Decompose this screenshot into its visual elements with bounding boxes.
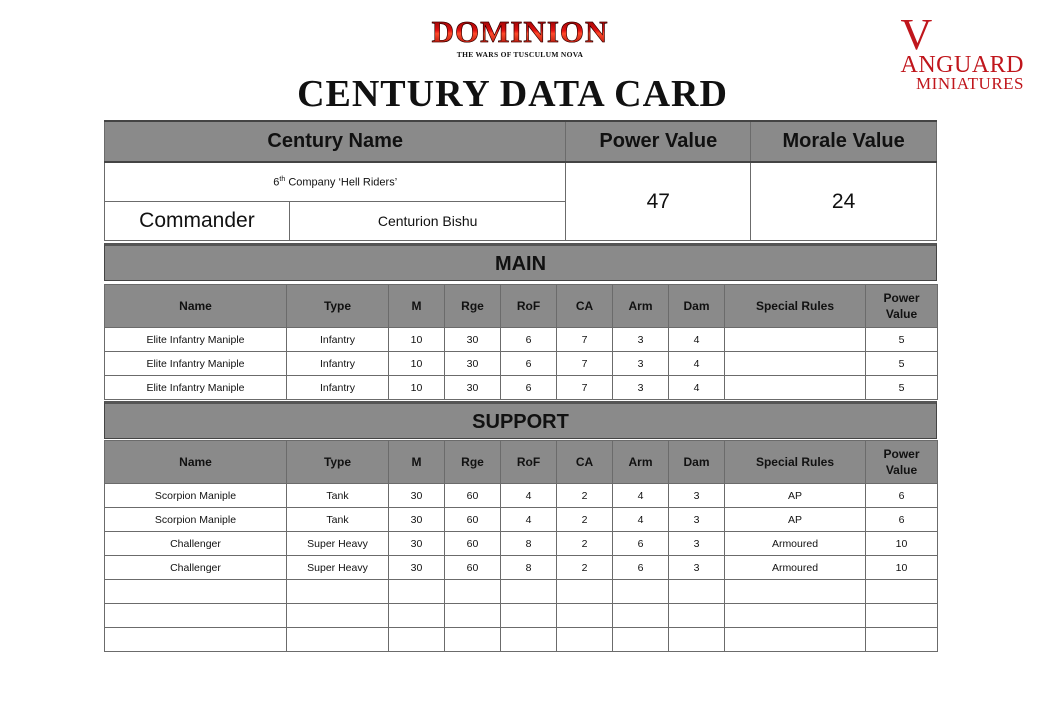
- cell-special-rules: AP: [725, 508, 866, 532]
- column-header-name: Name: [105, 441, 287, 484]
- table-row: [105, 352, 938, 376]
- cell-name: [105, 580, 287, 604]
- main-section-title: MAIN: [104, 243, 937, 281]
- table-row: [105, 484, 938, 508]
- cell-rge: 30: [445, 352, 501, 376]
- column-header-special-rules: Special Rules: [725, 441, 866, 484]
- cell-rge: 60: [445, 484, 501, 508]
- table-row: [105, 628, 938, 652]
- support-section-title: SUPPORT: [104, 401, 937, 439]
- column-header-ca: CA: [557, 285, 613, 328]
- power-value: 47: [566, 162, 751, 241]
- main-units-table: [104, 284, 938, 400]
- cell-arm: 4: [613, 508, 669, 532]
- column-header-rge: Rge: [445, 285, 501, 328]
- cell-name: [105, 628, 287, 652]
- cell-special-rules: [725, 604, 866, 628]
- cell-rof: 6: [501, 328, 557, 352]
- cell-type: Tank: [287, 508, 389, 532]
- column-header-rge: Rge: [445, 441, 501, 484]
- cell-ca: 7: [557, 352, 613, 376]
- column-header-row: [105, 441, 938, 484]
- cell-rge: 60: [445, 532, 501, 556]
- cell-arm: [613, 604, 669, 628]
- column-header-ca: CA: [557, 441, 613, 484]
- column-header-m: M: [389, 285, 445, 328]
- cell-rof: 6: [501, 376, 557, 400]
- cell-type: [287, 628, 389, 652]
- column-header-row: [105, 285, 938, 328]
- cell-arm: [613, 580, 669, 604]
- cell-m: 30: [389, 532, 445, 556]
- morale-value-header: Morale Value: [751, 121, 937, 162]
- cell-type: Super Heavy: [287, 556, 389, 580]
- table-row: [105, 532, 938, 556]
- cell-special-rules: [725, 352, 866, 376]
- cell-dam: 4: [669, 376, 725, 400]
- column-header-name: Name: [105, 285, 287, 328]
- cell-type: Tank: [287, 484, 389, 508]
- cell-ca: 2: [557, 484, 613, 508]
- cell-rof: 4: [501, 484, 557, 508]
- cell-rge: 30: [445, 376, 501, 400]
- cell-ca: 7: [557, 376, 613, 400]
- cell-m: [389, 628, 445, 652]
- vanguard-logo-line1: ANGUARD: [900, 52, 1024, 78]
- vanguard-logo-v: V: [900, 10, 933, 59]
- cell-m: [389, 604, 445, 628]
- cell-special-rules: [725, 328, 866, 352]
- table-row: [105, 328, 938, 352]
- cell-power-value: [866, 580, 938, 604]
- support-units-table: [104, 440, 938, 652]
- cell-ca: [557, 580, 613, 604]
- cell-power-value: 5: [866, 352, 938, 376]
- cell-ca: 2: [557, 508, 613, 532]
- column-header-rof: RoF: [501, 285, 557, 328]
- cell-m: 10: [389, 376, 445, 400]
- cell-type: Super Heavy: [287, 532, 389, 556]
- cell-type: Infantry: [287, 376, 389, 400]
- cell-special-rules: Armoured: [725, 532, 866, 556]
- column-header-power-value: Power Value: [866, 285, 938, 328]
- cell-name: Elite Infantry Maniple: [105, 328, 287, 352]
- cell-rge: [445, 580, 501, 604]
- cell-m: [389, 580, 445, 604]
- column-header-type: Type: [287, 285, 389, 328]
- cell-power-value: [866, 604, 938, 628]
- cell-ca: [557, 628, 613, 652]
- cell-m: 10: [389, 328, 445, 352]
- cell-arm: 3: [613, 352, 669, 376]
- column-header-power-value: Power Value: [866, 441, 938, 484]
- cell-rge: 30: [445, 328, 501, 352]
- cell-dam: 4: [669, 352, 725, 376]
- commander-value: Centurion Bishu: [289, 202, 566, 241]
- column-header-dam: Dam: [669, 441, 725, 484]
- cell-rof: 4: [501, 508, 557, 532]
- cell-rge: 60: [445, 556, 501, 580]
- cell-type: [287, 604, 389, 628]
- cell-ca: [557, 604, 613, 628]
- cell-special-rules: [725, 628, 866, 652]
- cell-special-rules: [725, 376, 866, 400]
- cell-type: Infantry: [287, 328, 389, 352]
- commander-label: Commander: [105, 202, 290, 241]
- cell-power-value: [866, 628, 938, 652]
- cell-power-value: 6: [866, 508, 938, 532]
- cell-special-rules: AP: [725, 484, 866, 508]
- cell-dam: 3: [669, 508, 725, 532]
- cell-power-value: 5: [866, 376, 938, 400]
- century-header-table: [104, 120, 937, 241]
- morale-value: 24: [751, 162, 937, 241]
- cell-dam: 3: [669, 484, 725, 508]
- cell-dam: 4: [669, 328, 725, 352]
- column-header-m: M: [389, 441, 445, 484]
- cell-arm: 4: [613, 484, 669, 508]
- cell-rof: [501, 628, 557, 652]
- cell-arm: 3: [613, 376, 669, 400]
- page-title: CENTURY DATA CARD: [297, 73, 728, 115]
- column-header-arm: Arm: [613, 285, 669, 328]
- dominion-logo-subtitle: THE WARS OF TUSCULUM NOVA: [456, 50, 584, 59]
- power-value-header: Power Value: [566, 121, 751, 162]
- cell-power-value: 5: [866, 328, 938, 352]
- cell-rge: [445, 604, 501, 628]
- cell-m: 30: [389, 508, 445, 532]
- cell-ca: 2: [557, 556, 613, 580]
- vanguard-logo-line2: MINIATURES: [916, 74, 1024, 93]
- century-name-number: 6: [273, 176, 280, 189]
- cell-name: Scorpion Maniple: [105, 484, 287, 508]
- cell-name: Challenger: [105, 532, 287, 556]
- cell-name: Scorpion Maniple: [105, 508, 287, 532]
- cell-ca: 2: [557, 532, 613, 556]
- cell-m: 10: [389, 352, 445, 376]
- cell-m: 30: [389, 484, 445, 508]
- table-row: [105, 508, 938, 532]
- table-row: [105, 580, 938, 604]
- century-name-header: Century Name: [105, 121, 566, 162]
- table-row: [105, 376, 938, 400]
- cell-name: Challenger: [105, 556, 287, 580]
- cell-rge: [445, 628, 501, 652]
- cell-dam: 3: [669, 556, 725, 580]
- cell-special-rules: [725, 580, 866, 604]
- column-header-type: Type: [287, 441, 389, 484]
- dominion-logo: [420, 16, 620, 59]
- cell-arm: 6: [613, 532, 669, 556]
- cell-dam: [669, 628, 725, 652]
- century-name-ordinal: th: [279, 175, 286, 183]
- cell-ca: 7: [557, 328, 613, 352]
- cell-special-rules: Armoured: [725, 556, 866, 580]
- column-header-rof: RoF: [501, 441, 557, 484]
- dominion-logo-text: DOMINION: [420, 16, 620, 48]
- column-header-arm: Arm: [613, 441, 669, 484]
- cell-dam: 3: [669, 532, 725, 556]
- century-name-text: Company ‘Hell Riders’: [285, 176, 398, 189]
- cell-rof: 6: [501, 352, 557, 376]
- cell-rof: [501, 604, 557, 628]
- cell-rof: 8: [501, 556, 557, 580]
- cell-arm: 3: [613, 328, 669, 352]
- cell-rof: [501, 580, 557, 604]
- cell-name: Elite Infantry Maniple: [105, 352, 287, 376]
- cell-dam: [669, 580, 725, 604]
- column-header-dam: Dam: [669, 285, 725, 328]
- century-name-value: [105, 162, 566, 202]
- cell-type: Infantry: [287, 352, 389, 376]
- column-header-special-rules: Special Rules: [725, 285, 866, 328]
- cell-m: 30: [389, 556, 445, 580]
- cell-power-value: 10: [866, 556, 938, 580]
- cell-power-value: 10: [866, 532, 938, 556]
- cell-rof: 8: [501, 532, 557, 556]
- cell-name: Elite Infantry Maniple: [105, 376, 287, 400]
- cell-rge: 60: [445, 508, 501, 532]
- cell-power-value: 6: [866, 484, 938, 508]
- cell-type: [287, 580, 389, 604]
- cell-name: [105, 604, 287, 628]
- cell-arm: 6: [613, 556, 669, 580]
- table-row: [105, 556, 938, 580]
- cell-dam: [669, 604, 725, 628]
- table-row: [105, 604, 938, 628]
- cell-arm: [613, 628, 669, 652]
